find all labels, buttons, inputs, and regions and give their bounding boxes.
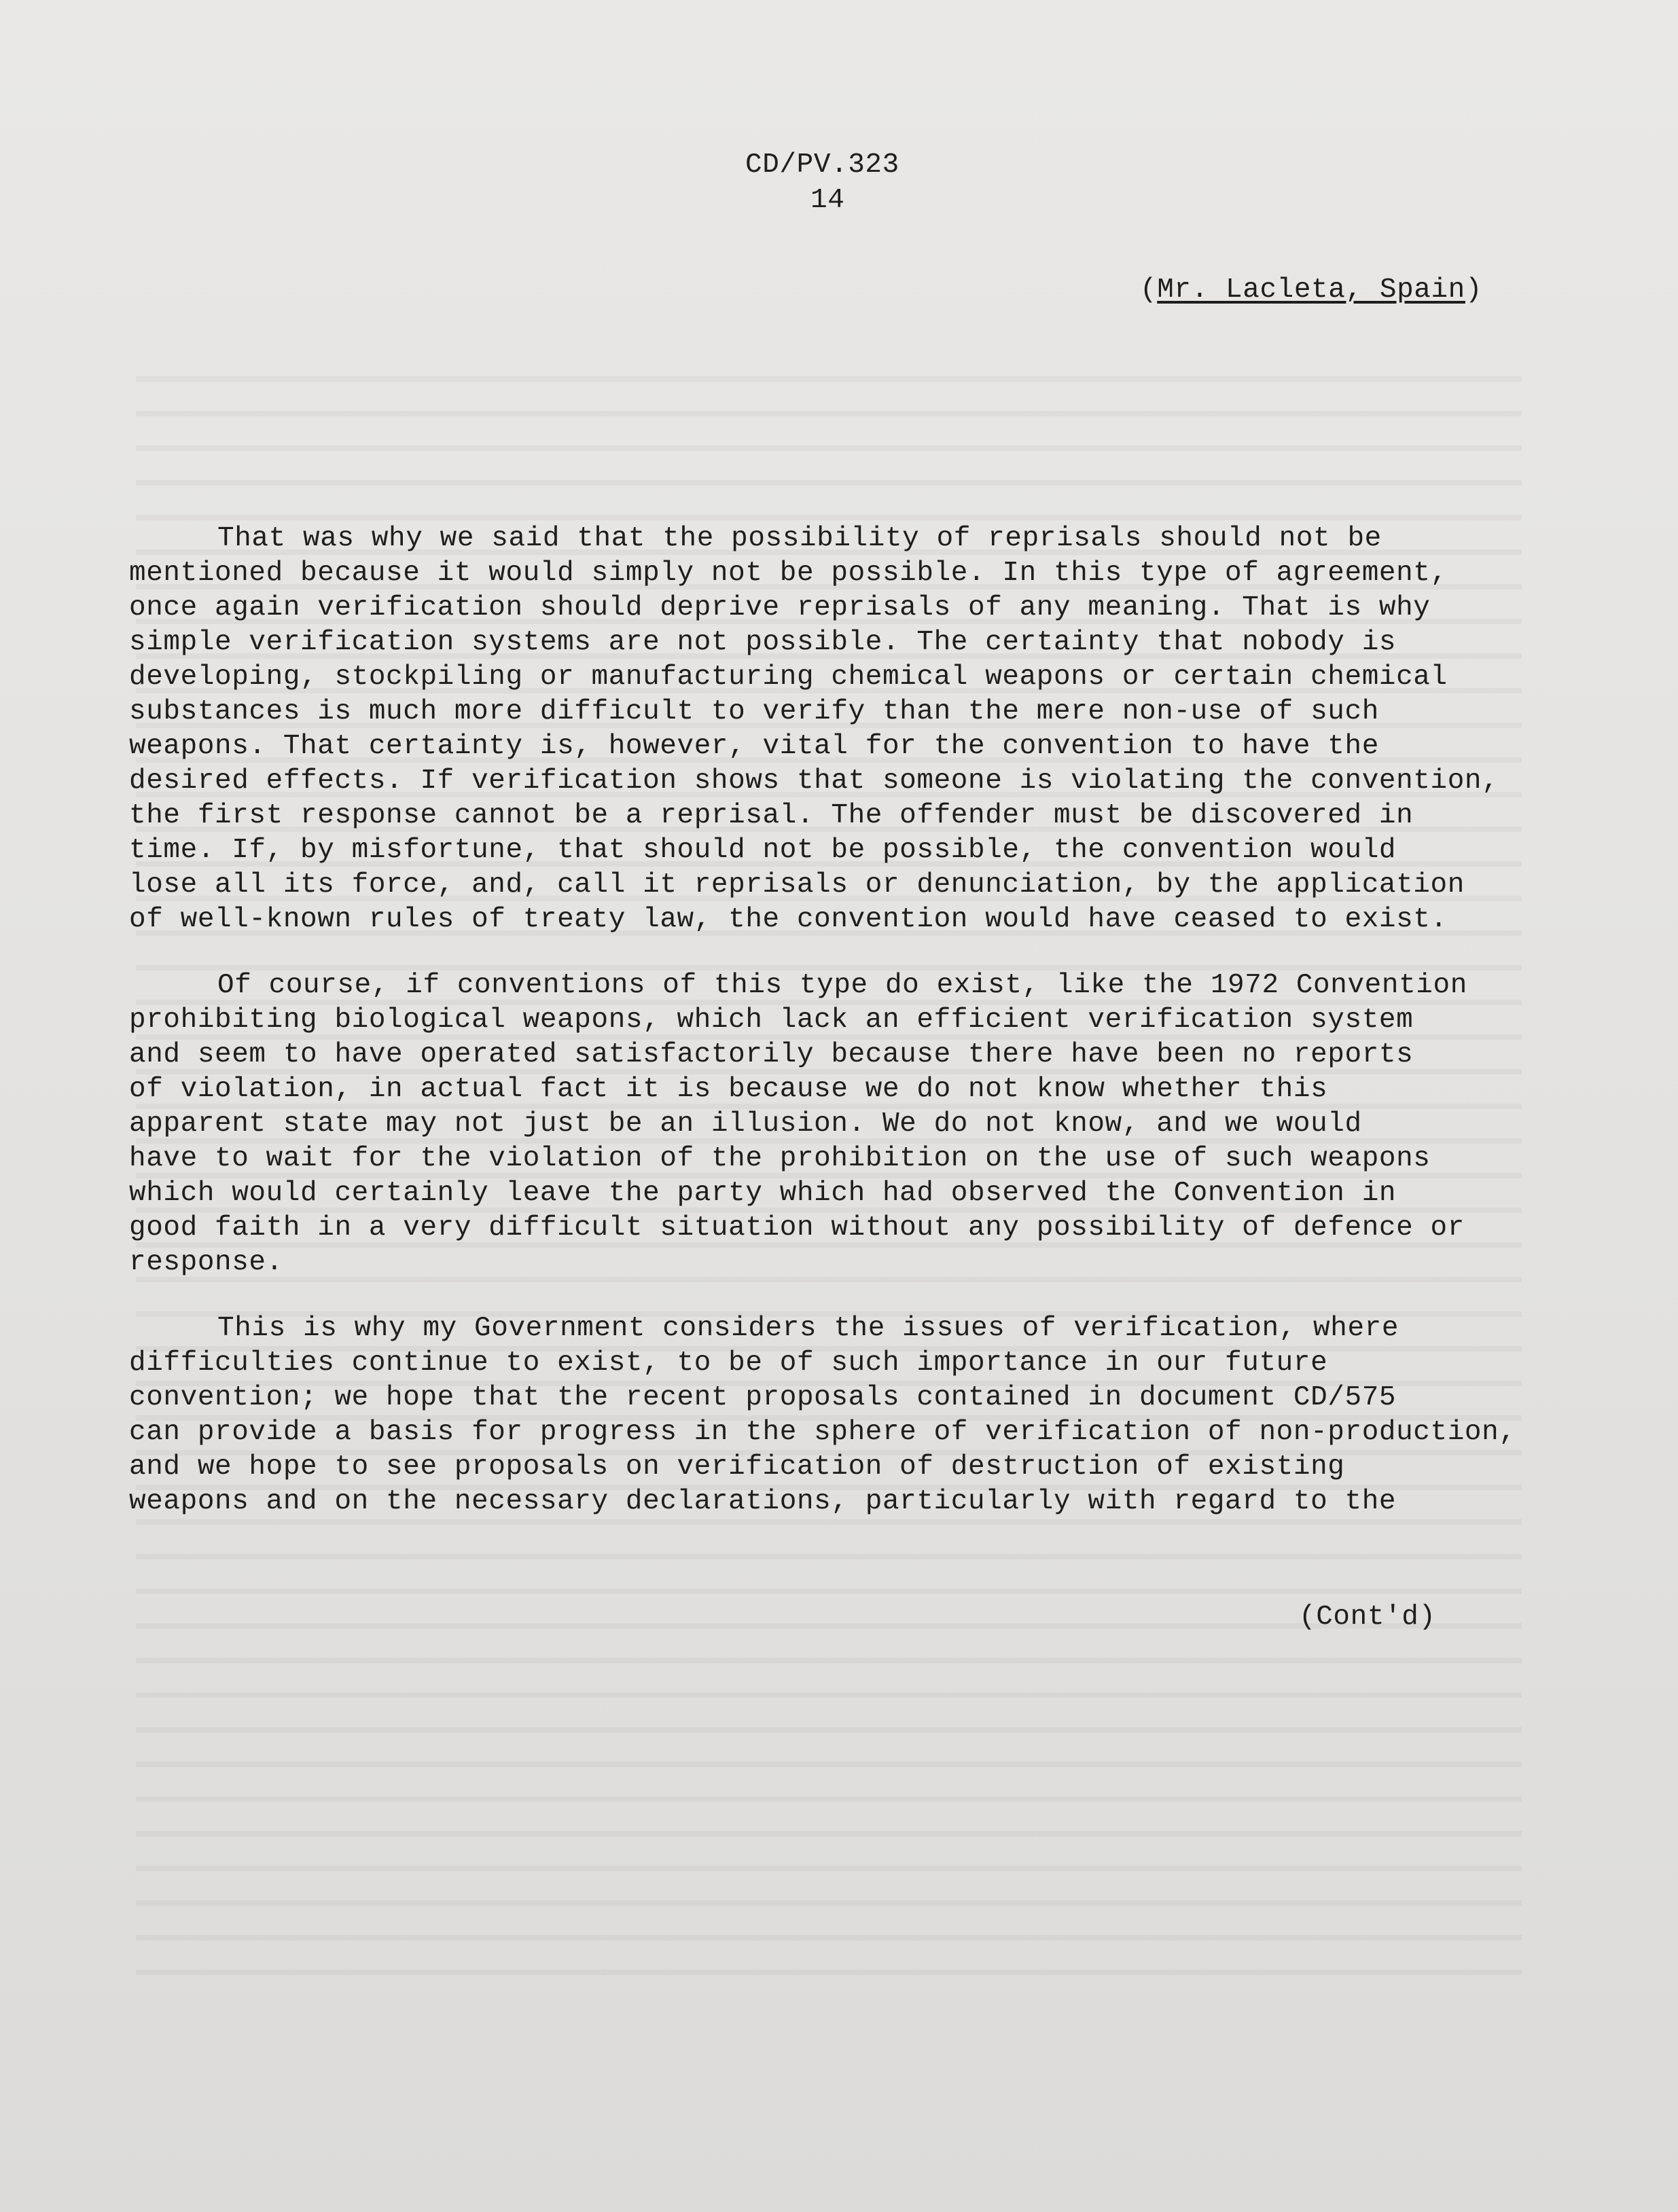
text-line: which would certainly leave the party which had observed the Convention in bbox=[129, 1178, 1397, 1209]
text-line: good faith in a very difficult situation without any possibility of defence or bbox=[129, 1212, 1465, 1244]
speaker-attribution bbox=[1140, 272, 1482, 308]
speaker-close-paren: ) bbox=[1465, 274, 1483, 306]
text-line: and seem to have operated satisfactorily because there have been no reports bbox=[129, 1039, 1414, 1070]
text-line: This is why my Government considers the issues of verification, where bbox=[217, 1313, 1399, 1344]
text-line: of well-known rules of treaty law, the convention would have ceased to exist. bbox=[129, 904, 1448, 935]
text-line: That was why we said that the possibility of reprisals should not be bbox=[217, 523, 1382, 554]
text-line: desired effects. If verification shows that someone is violating the convention, bbox=[129, 765, 1499, 797]
page-number: 14 bbox=[810, 185, 845, 216]
text-line: mentioned because it would simply not be possible. In this type of agreement, bbox=[129, 558, 1448, 589]
continued-marker: (Cont'd) bbox=[1299, 1601, 1436, 1633]
paragraph-3 bbox=[129, 1311, 1542, 1519]
text-line: can provide a basis for progress in the sphere of verification of non-production, bbox=[129, 1417, 1516, 1448]
text-line: convention; we hope that the recent proposals contained in document CD/575 bbox=[129, 1382, 1397, 1413]
text-line: Of course, if conventions of this type do exist, like the 1972 Convention bbox=[217, 970, 1467, 1001]
paragraph-2 bbox=[129, 968, 1542, 1280]
document-symbol: CD/PV.323 bbox=[745, 149, 899, 181]
text-line: weapons. That certainty is, however, vital for the convention to have the bbox=[129, 731, 1379, 762]
text-line: developing, stockpiling or manufacturing chemical weapons or certain chemical bbox=[129, 661, 1448, 693]
text-line: weapons and on the necessary declarations, particularly with regard to the bbox=[129, 1486, 1397, 1517]
text-line: time. If, by misfortune, that should not be possible, the convention would bbox=[129, 835, 1397, 866]
text-line: and we hope to see proposals on verification of destruction of existing bbox=[129, 1451, 1345, 1483]
text-line: the first response cannot be a reprisal. The offender must be discovered in bbox=[129, 800, 1414, 831]
text-line: difficulties continue to exist, to be of such importance in our future bbox=[129, 1347, 1328, 1379]
body-text bbox=[129, 522, 1542, 1551]
text-line: substances is much more difficult to verify than the mere non-use of such bbox=[129, 696, 1379, 727]
page-header bbox=[745, 147, 899, 218]
text-line: have to wait for the violation of the prohibition on the use of such weapons bbox=[129, 1143, 1431, 1174]
text-line: simple verification systems are not possible. The certainty that nobody is bbox=[129, 627, 1397, 658]
text-line: apparent state may not just be an illusion. We do not know, and we would bbox=[129, 1108, 1362, 1140]
text-line: prohibiting biological weapons, which lack an efficient verification system bbox=[129, 1004, 1414, 1036]
speaker-name: Mr. Lacleta, Spain bbox=[1157, 274, 1465, 306]
text-line: response. bbox=[129, 1247, 283, 1278]
speaker-open-paren: ( bbox=[1140, 274, 1158, 306]
text-line: once again verification should deprive reprisals of any meaning. That is why bbox=[129, 592, 1431, 623]
text-line: lose all its force, and, call it reprisals or denunciation, by the application bbox=[129, 869, 1465, 901]
text-line: of violation, in actual fact it is because we do not know whether this bbox=[129, 1074, 1328, 1105]
paragraph-1 bbox=[129, 522, 1542, 937]
